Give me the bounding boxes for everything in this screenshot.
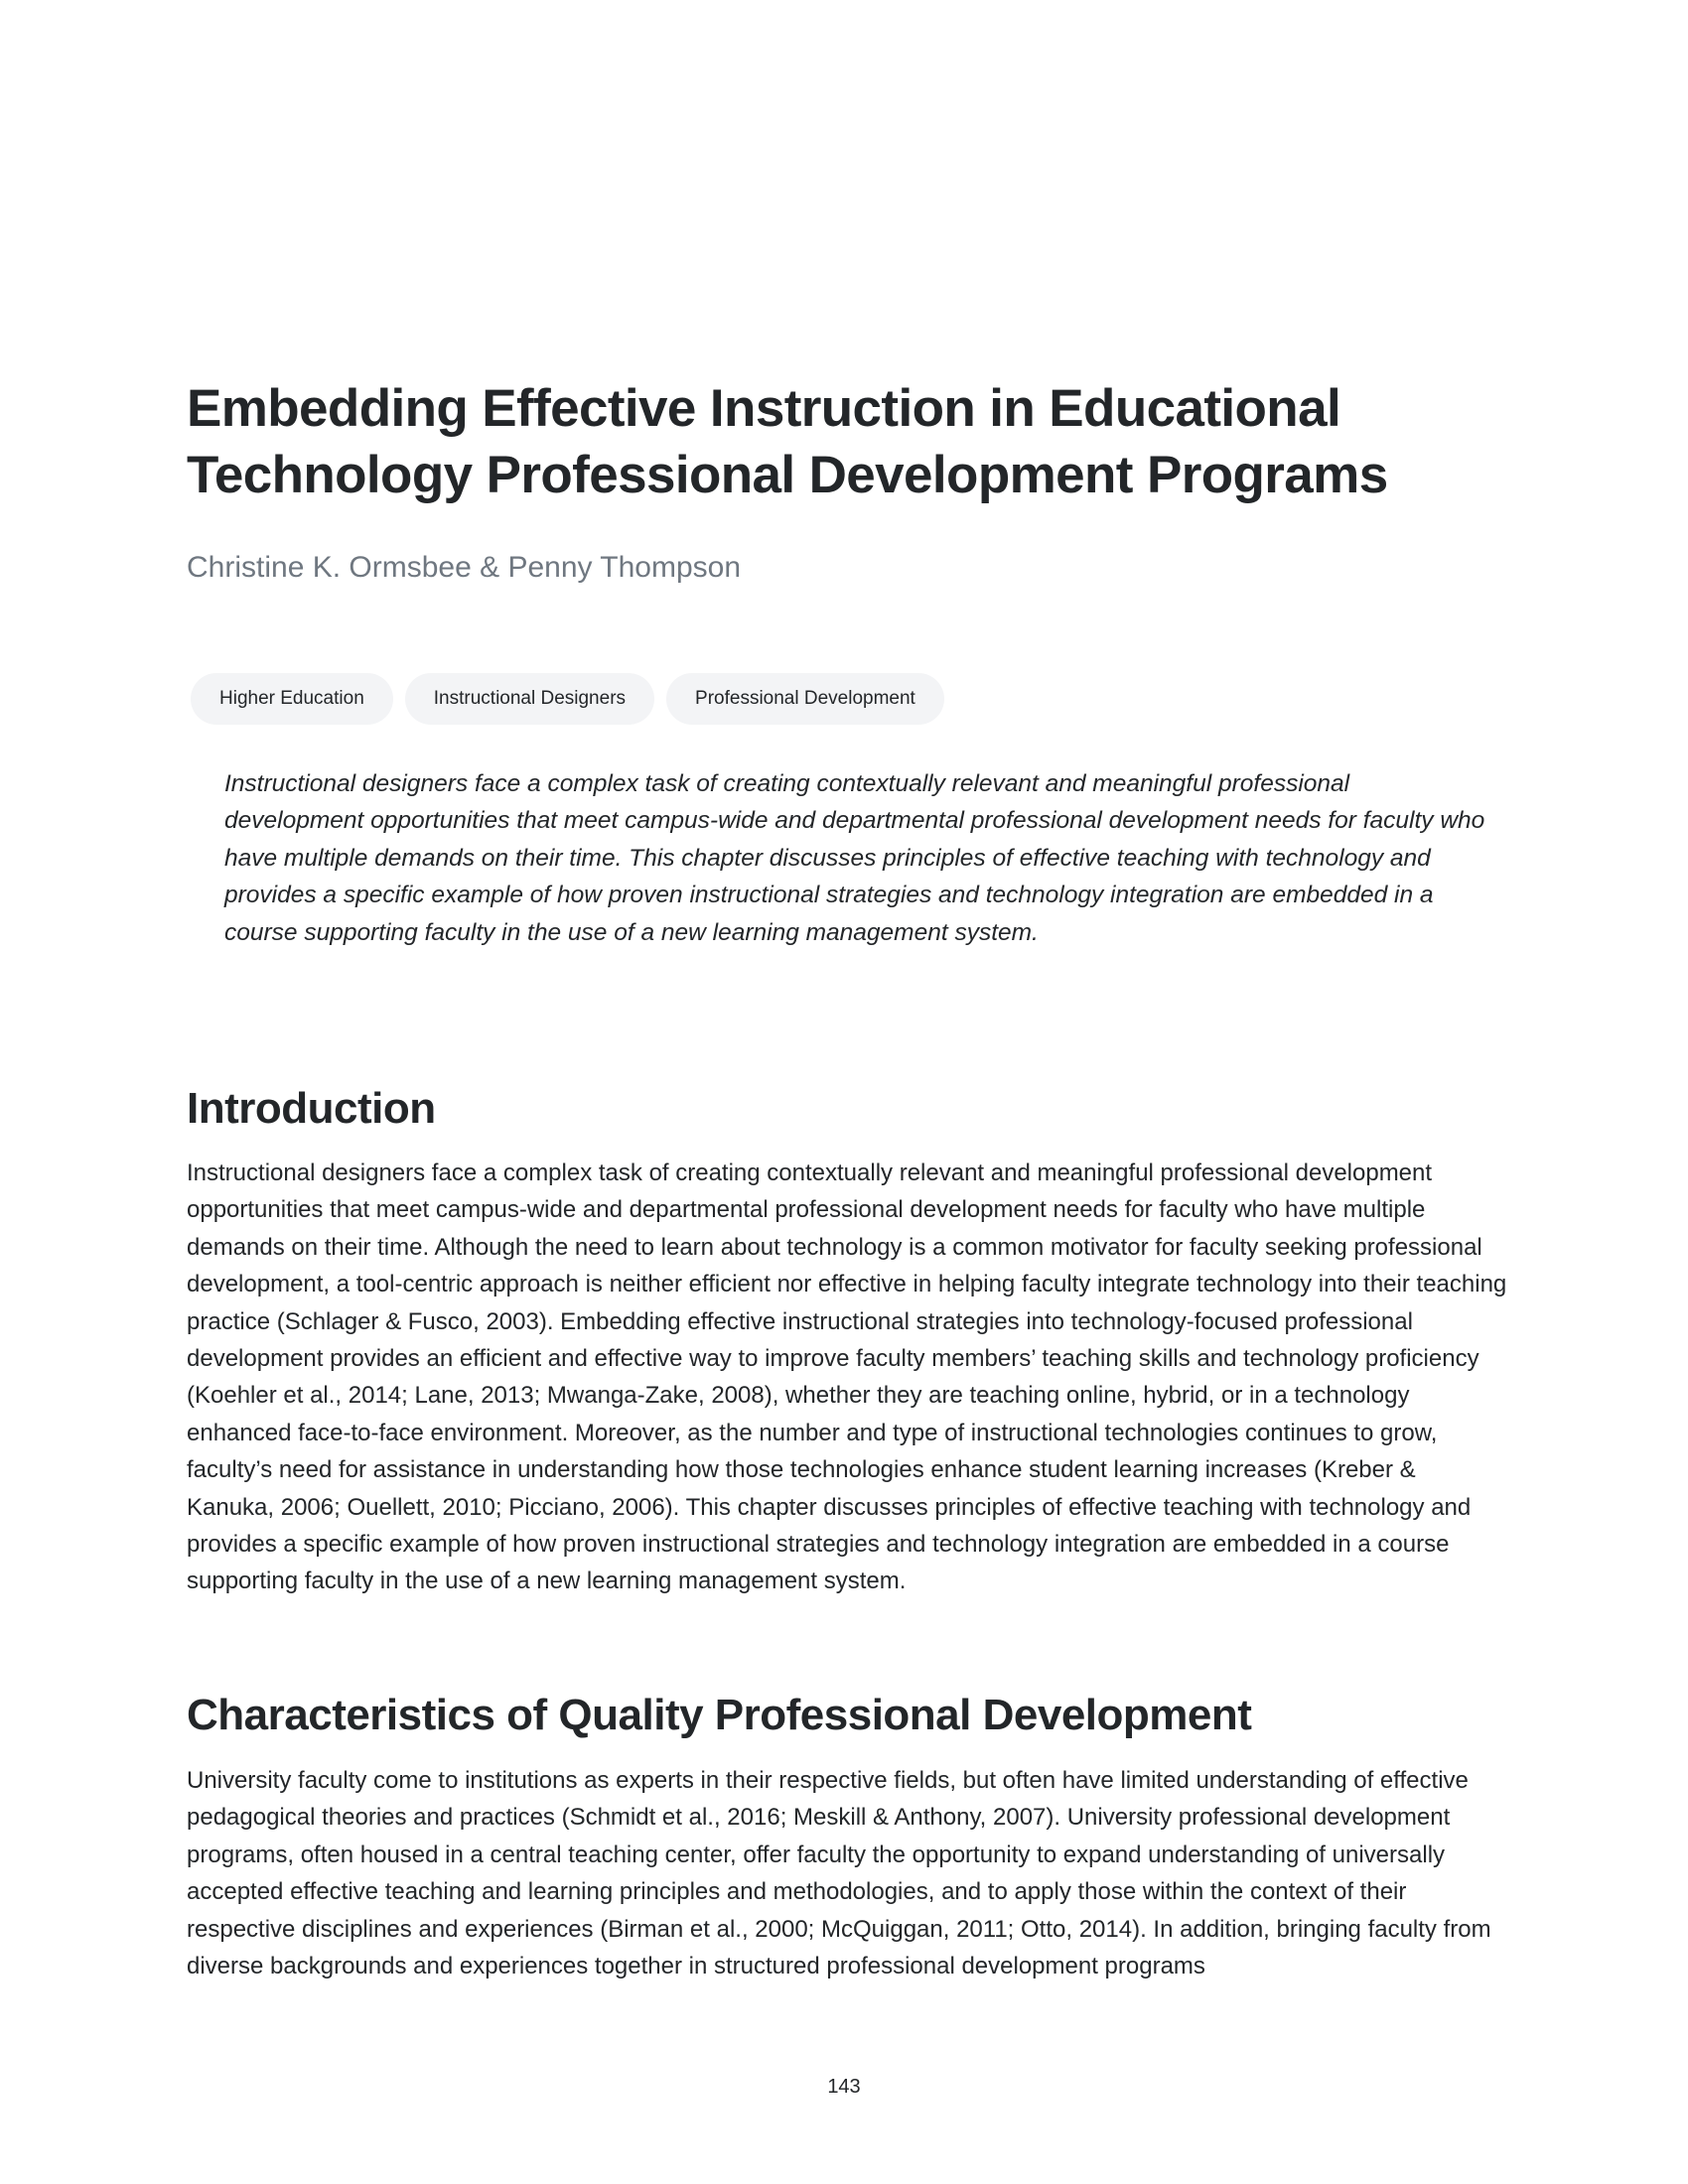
section-body-characteristics: University faculty come to institutions as experts in their respective fields, but often have limited understanding of effective pedagogical theories and practices (Schmidt et al., 2016; Meskill & Anthony, 2007). University professional development programs, often housed in a central teaching center, offer faculty the opportunity to expand understanding of universally accepted effective teaching and learning principles and methodologies, and to apply those within the context of their respective disciplines and experiences (Birman et al., 2000; McQuiggan, 2011; Otto, 2014). In addition, bringing faculty from diverse backgrounds and experiences together in structured professional development programs (187, 1767, 1491, 1980)
chapter-authors: Christine K. Ormsbee & Penny Thompson (187, 551, 742, 584)
tag-professional-development[interactable]: Professional Development (666, 673, 944, 725)
chapter-abstract: Instructional designers face a complex task of creating contextually relevant and meaningful professional development opportunities that meet campus-wide and departmental professional development needs for faculty who have multiple demands on their time. This chapter discusses principles of effective teaching with technology and provides a specific example of how proven instructional strategies and technology integration are embedded in a course supporting faculty in the use of a new learning management system. (224, 770, 1485, 946)
page-number: 143 (827, 2076, 861, 2098)
tag-list (191, 673, 944, 725)
tag-higher-education[interactable]: Higher Education (191, 673, 393, 725)
section-heading-characteristics: Characteristics of Quality Professional Development (187, 1691, 1252, 1739)
section-heading-introduction: Introduction (187, 1084, 436, 1133)
section-body-introduction: Instructional designers face a complex task of creating contextually relevant and meaningful professional development opportunities that meet campus-wide and departmental professional development needs for faculty who have multiple demands on their time. Although the need to learn about technology is a common motivator for faculty seeking professional development, a tool-centric approach is neither efficient nor effective in helping faculty integrate technology into their teaching practice (Schlager & Fusco, 2003). Embedding effective instructional strategies into technology-focused professional development provides an efficient and effective way to improve faculty members’ teaching skills and technology proficiency (Koehler et al., 2014; Lane, 2013; Mwanga-Zake, 2008), whether they are teaching online, hybrid, or in a technology enhanced face-to-face environment. Moreover, as the number and type of instructional technologies continues to grow, faculty’s need for assistance in understanding how those technologies enhance student learning increases (Kreber & Kanuka, 2006; Ouellett, 2010; Picciano, 2006). This chapter discusses principles of effective teaching with technology and provides a specific example of how proven instructional strategies and technology integration are embedded in a course supporting faculty in the use of a new learning management system. (187, 1160, 1507, 1595)
tag-instructional-designers[interactable]: Instructional Designers (405, 673, 654, 725)
chapter-title: Embedding Effective Instruction in Educational Technology Professional Development Programs (187, 379, 1388, 504)
